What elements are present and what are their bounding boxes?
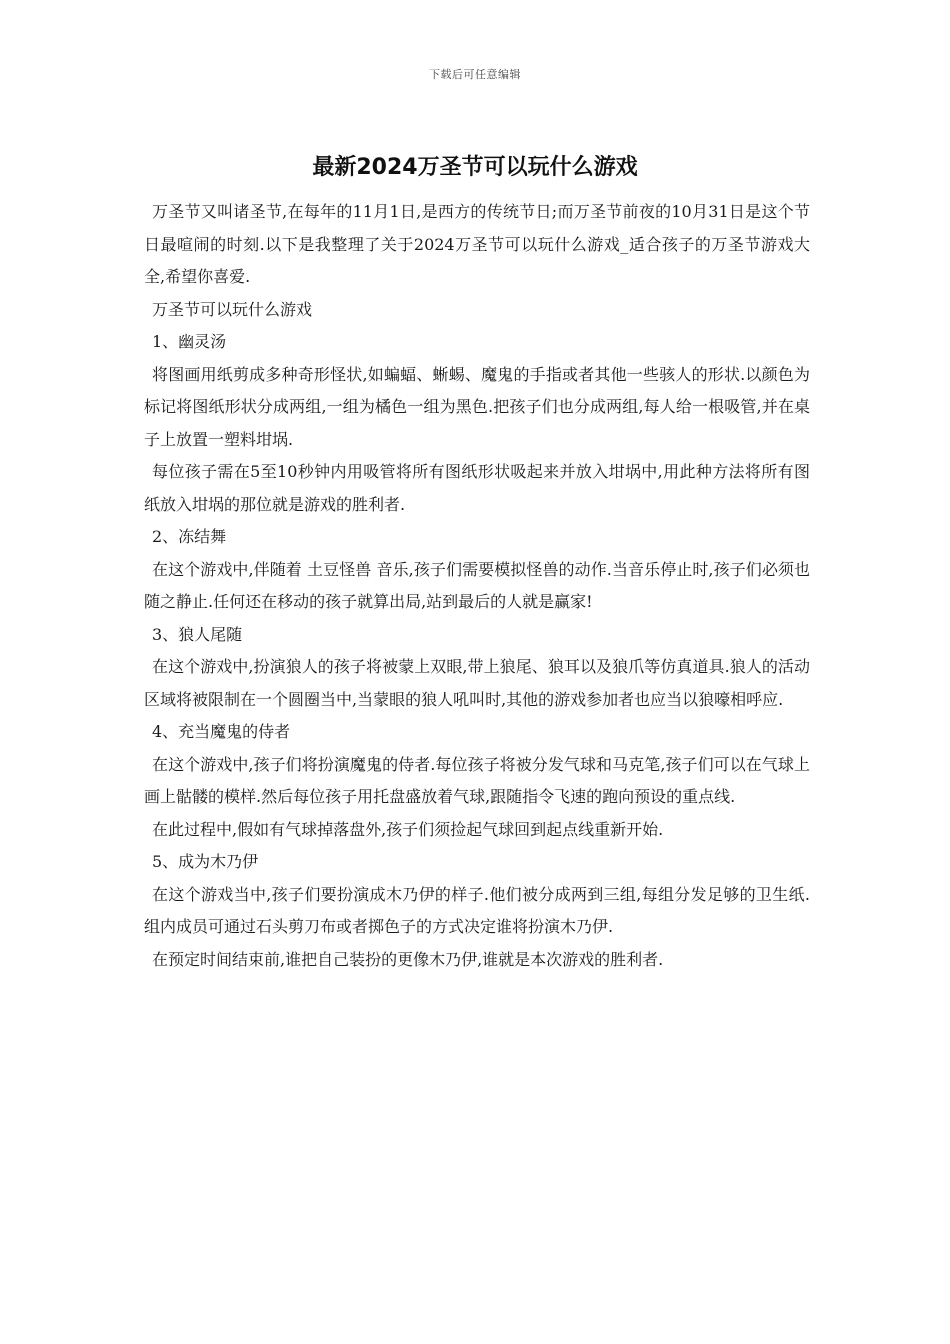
game-heading-1: 1、幽灵汤 (152, 332, 227, 351)
game-5-paragraph-1: 在这个游戏当中,孩子们要扮演成木乃伊的样子.他们被分成两到三组,每组分发足够的卫生纸.组内成员可通过石头剪刀布或者掷色子的方式决定谁将扮演木乃伊. (144, 884, 810, 936)
section-heading: 万圣节可以玩什么游戏 (152, 299, 313, 319)
game-heading-5: 5、成为木乃伊 (152, 852, 259, 871)
game-2-paragraph: 在这个游戏中,伴随着 土豆怪兽 音乐,孩子们需要模拟怪兽的动作.当音乐停止时,孩子们必须也随之静止.任何还在移动的孩子就算出局,站到最后的人就是赢家! (144, 559, 810, 611)
game-4-paragraph-2: 在此过程中,假如有气球掉落盘外,孩子们须捡起气球回到起点线重新开始. (152, 819, 664, 839)
game-1-paragraph-2: 每位孩子需在5至10秒钟内用吸管将所有图纸形状吸起来并放入坩埚中,用此种方法将所有图纸放入坩埚的那位就是游戏的胜利者. (144, 462, 810, 514)
intro-paragraph: 万圣节又叫诸圣节,在每年的11月1日,是西方的传统节日;而万圣节前夜的10月31日是这个节日最喧闹的时刻.以下是我整理了关于2024万圣节可以玩什么游戏_适合孩子的万圣节游戏大全,希望你喜爱. (144, 202, 810, 286)
header-note: 下载后可任意编辑 (429, 68, 521, 81)
document-body (144, 196, 810, 976)
game-4-paragraph-1: 在这个游戏中,孩子们将扮演魔鬼的侍者.每位孩子将被分发气球和马克笔,孩子们可以在气球上画上骷髅的模样.然后每位孩子用托盘盛放着气球,跟随指令飞速的跑向预设的重点线. (144, 754, 810, 806)
game-5-paragraph-2: 在预定时间结束前,谁把自己装扮的更像木乃伊,谁就是本次游戏的胜利者. (152, 949, 664, 969)
game-heading-4: 4、充当魔鬼的侍者 (152, 722, 291, 741)
game-heading-2: 2、冻结舞 (152, 527, 227, 546)
game-heading-3: 3、狼人尾随 (152, 624, 243, 644)
game-1-paragraph-1: 将图画用纸剪成多种奇形怪状,如蝙蝠、蜥蜴、魔鬼的手指或者其他一些骇人的形状.以颜色为标记将图纸形状分成两组,一组为橘色一组为黑色.把孩子们也分成两组,每人给一根吸管,并在桌子上放置一塑料坩埚. (144, 364, 810, 449)
document-title: 最新2024万圣节可以玩什么游戏 (312, 155, 638, 180)
game-3-paragraph: 在这个游戏中,扮演狼人的孩子将被蒙上双眼,带上狼尾、狼耳以及狼爪等仿真道具.狼人的活动区域将被限制在一个圆圈当中,当蒙眼的狼人吼叫时,其他的游戏参加者也应当以狼嚎相呼应. (144, 657, 810, 709)
